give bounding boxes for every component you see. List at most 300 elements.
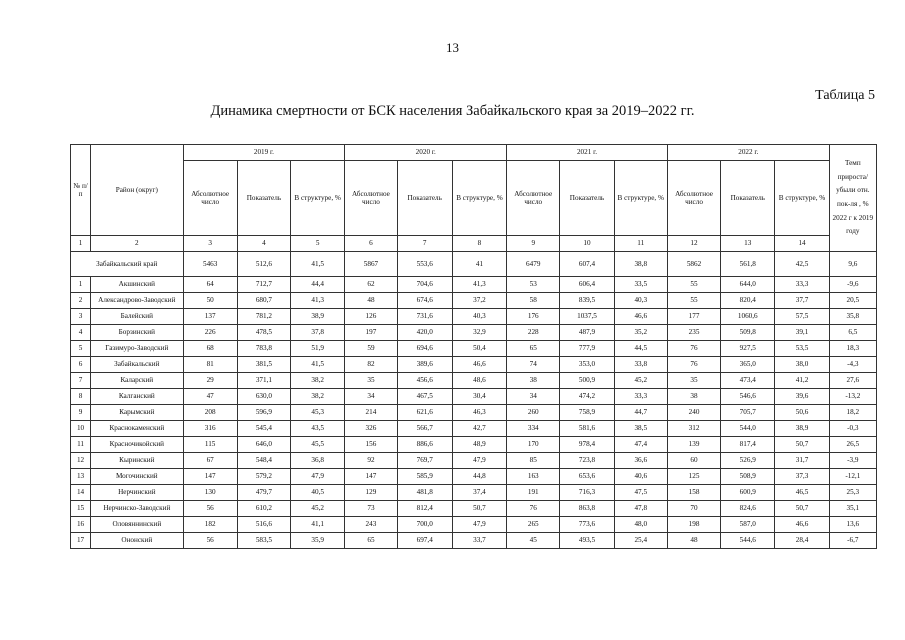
cell-value: 5862 bbox=[667, 252, 720, 277]
cell-value: 607,4 bbox=[560, 252, 614, 277]
header-trend: Темп прироста/ убыли отн. пок-ля , % 2022 г к 2019 году bbox=[829, 145, 876, 252]
cell-value: 512,6 bbox=[237, 252, 290, 277]
cell-value: 65 bbox=[345, 533, 397, 549]
cell-value: 863,8 bbox=[560, 501, 614, 517]
total-name: Забайкальский край bbox=[71, 252, 184, 277]
cell-value: 644,0 bbox=[721, 277, 775, 293]
cell-value: 812,4 bbox=[397, 501, 452, 517]
cell-value: 553,6 bbox=[397, 252, 452, 277]
cell-value: 33,7 bbox=[452, 533, 506, 549]
row-number: 11 bbox=[71, 437, 91, 453]
cell-value: 38,2 bbox=[291, 373, 345, 389]
cell-value: 33,5 bbox=[614, 277, 667, 293]
cell-value: 579,2 bbox=[237, 469, 290, 485]
cell-value: 82 bbox=[345, 357, 397, 373]
cell-value: 481,8 bbox=[397, 485, 452, 501]
cell-value: 25,4 bbox=[614, 533, 667, 549]
cell-value: 33,3 bbox=[775, 277, 829, 293]
row-number: 12 bbox=[71, 453, 91, 469]
cell-value: 712,7 bbox=[237, 277, 290, 293]
row-number: 3 bbox=[71, 309, 91, 325]
row-number: 8 bbox=[71, 389, 91, 405]
cell-value: 74 bbox=[507, 357, 560, 373]
cell-value: 38,0 bbox=[775, 357, 829, 373]
cell-value: 55 bbox=[667, 277, 720, 293]
cell-value: 41,1 bbox=[291, 517, 345, 533]
cell-value: 526,9 bbox=[721, 453, 775, 469]
cell-value: 38 bbox=[667, 389, 720, 405]
col-number: 13 bbox=[721, 236, 775, 252]
table-row bbox=[71, 341, 877, 357]
table-row bbox=[71, 501, 877, 517]
region-name: Борзинский bbox=[91, 325, 183, 341]
cell-value: 18,2 bbox=[829, 405, 876, 421]
cell-value: 606,4 bbox=[560, 277, 614, 293]
row-number: 7 bbox=[71, 373, 91, 389]
cell-value: 39,1 bbox=[775, 325, 829, 341]
col-number: 12 bbox=[667, 236, 720, 252]
cell-value: 5867 bbox=[345, 252, 397, 277]
cell-value: 177 bbox=[667, 309, 720, 325]
row-number: 17 bbox=[71, 533, 91, 549]
cell-value: 46,6 bbox=[452, 357, 506, 373]
region-name: Александрово-Заводский bbox=[91, 293, 183, 309]
row-number: 10 bbox=[71, 421, 91, 437]
cell-value: 176 bbox=[507, 309, 560, 325]
cell-value: 50,7 bbox=[775, 501, 829, 517]
table-row bbox=[71, 437, 877, 453]
cell-value: 137 bbox=[183, 309, 237, 325]
cell-value: 781,2 bbox=[237, 309, 290, 325]
cell-value: 76 bbox=[507, 501, 560, 517]
table-row bbox=[71, 517, 877, 533]
cell-value: 47 bbox=[183, 389, 237, 405]
cell-value: 76 bbox=[667, 341, 720, 357]
cell-value: 44,4 bbox=[291, 277, 345, 293]
cell-value: 544,0 bbox=[721, 421, 775, 437]
col-number: 11 bbox=[614, 236, 667, 252]
cell-value: 31,7 bbox=[775, 453, 829, 469]
cell-value: 680,7 bbox=[237, 293, 290, 309]
row-number: 4 bbox=[71, 325, 91, 341]
cell-value: 18,3 bbox=[829, 341, 876, 357]
cell-value: 130 bbox=[183, 485, 237, 501]
cell-value: 36,6 bbox=[614, 453, 667, 469]
cell-value: 50 bbox=[183, 293, 237, 309]
cell-value: 260 bbox=[507, 405, 560, 421]
cell-value: 927,5 bbox=[721, 341, 775, 357]
cell-value: 46,6 bbox=[775, 517, 829, 533]
row-number: 13 bbox=[71, 469, 91, 485]
header-struct: В структуре, % bbox=[775, 161, 829, 236]
cell-value: 600,9 bbox=[721, 485, 775, 501]
cell-value: 6,5 bbox=[829, 325, 876, 341]
cell-value: 610,2 bbox=[237, 501, 290, 517]
cell-value: 28,4 bbox=[775, 533, 829, 549]
cell-value: 197 bbox=[345, 325, 397, 341]
cell-value: 653,6 bbox=[560, 469, 614, 485]
cell-value: 5463 bbox=[183, 252, 237, 277]
cell-value: 381,5 bbox=[237, 357, 290, 373]
cell-value: 783,8 bbox=[237, 341, 290, 357]
cell-value: 182 bbox=[183, 517, 237, 533]
region-name: Кыринский bbox=[91, 453, 183, 469]
cell-value: 57,5 bbox=[775, 309, 829, 325]
table-row bbox=[71, 405, 877, 421]
cell-value: 47,9 bbox=[291, 469, 345, 485]
cell-value: 37,8 bbox=[291, 325, 345, 341]
cell-value: 479,7 bbox=[237, 485, 290, 501]
cell-value: 37,7 bbox=[775, 293, 829, 309]
cell-value: 45,2 bbox=[291, 501, 345, 517]
header-year-2019: 2019 г. bbox=[183, 145, 345, 161]
table-row bbox=[71, 309, 877, 325]
cell-value: 45 bbox=[507, 533, 560, 549]
cell-value: 630,0 bbox=[237, 389, 290, 405]
cell-value: 334 bbox=[507, 421, 560, 437]
cell-value: 41,5 bbox=[291, 252, 345, 277]
cell-value: 62 bbox=[345, 277, 397, 293]
cell-value: 47,9 bbox=[452, 517, 506, 533]
cell-value: 265 bbox=[507, 517, 560, 533]
cell-value: 544,6 bbox=[721, 533, 775, 549]
cell-value: 9,6 bbox=[829, 252, 876, 277]
cell-value: 92 bbox=[345, 453, 397, 469]
cell-value: -0,3 bbox=[829, 421, 876, 437]
cell-value: 37,3 bbox=[775, 469, 829, 485]
cell-value: 48,0 bbox=[614, 517, 667, 533]
cell-value: 731,6 bbox=[397, 309, 452, 325]
header-abs: Абсолютное число bbox=[345, 161, 397, 236]
header-rate: Показатель bbox=[237, 161, 290, 236]
cell-value: 365,0 bbox=[721, 357, 775, 373]
cell-value: 25,3 bbox=[829, 485, 876, 501]
col-number: 3 bbox=[183, 236, 237, 252]
cell-value: 47,5 bbox=[614, 485, 667, 501]
cell-value: 40,3 bbox=[452, 309, 506, 325]
col-number: 10 bbox=[560, 236, 614, 252]
cell-value: 38,9 bbox=[291, 309, 345, 325]
cell-value: 129 bbox=[345, 485, 397, 501]
cell-value: 38,9 bbox=[775, 421, 829, 437]
cell-value: -12,1 bbox=[829, 469, 876, 485]
cell-value: 76 bbox=[667, 357, 720, 373]
cell-value: 235 bbox=[667, 325, 720, 341]
cell-value: 545,4 bbox=[237, 421, 290, 437]
cell-value: 1060,6 bbox=[721, 309, 775, 325]
cell-value: 1037,5 bbox=[560, 309, 614, 325]
header-rate: Показатель bbox=[397, 161, 452, 236]
cell-value: 45,2 bbox=[614, 373, 667, 389]
col-number: 5 bbox=[291, 236, 345, 252]
cell-value: 243 bbox=[345, 517, 397, 533]
cell-value: 47,4 bbox=[614, 437, 667, 453]
cell-value: -3,9 bbox=[829, 453, 876, 469]
col-number: 14 bbox=[775, 236, 829, 252]
row-number: 9 bbox=[71, 405, 91, 421]
page-number: 13 bbox=[446, 40, 459, 55]
cell-value: 38,2 bbox=[291, 389, 345, 405]
cell-value: 198 bbox=[667, 517, 720, 533]
cell-value: 697,4 bbox=[397, 533, 452, 549]
cell-value: 326 bbox=[345, 421, 397, 437]
cell-value: 158 bbox=[667, 485, 720, 501]
cell-value: 81 bbox=[183, 357, 237, 373]
cell-value: 35,2 bbox=[614, 325, 667, 341]
cell-value: 777,9 bbox=[560, 341, 614, 357]
cell-value: 508,9 bbox=[721, 469, 775, 485]
cell-value: 694,6 bbox=[397, 341, 452, 357]
cell-value: 467,5 bbox=[397, 389, 452, 405]
cell-value: 41 bbox=[452, 252, 506, 277]
cell-value: 208 bbox=[183, 405, 237, 421]
cell-value: 170 bbox=[507, 437, 560, 453]
cell-value: 700,0 bbox=[397, 517, 452, 533]
cell-value: 46,3 bbox=[452, 405, 506, 421]
cell-value: 389,6 bbox=[397, 357, 452, 373]
row-number: 5 bbox=[71, 341, 91, 357]
cell-value: -13,2 bbox=[829, 389, 876, 405]
cell-value: 29 bbox=[183, 373, 237, 389]
cell-value: 48 bbox=[345, 293, 397, 309]
cell-value: 581,6 bbox=[560, 421, 614, 437]
cell-value: 115 bbox=[183, 437, 237, 453]
cell-value: 40,3 bbox=[614, 293, 667, 309]
cell-value: 55 bbox=[667, 293, 720, 309]
cell-value: 473,4 bbox=[721, 373, 775, 389]
row-number: 16 bbox=[71, 517, 91, 533]
cell-value: 50,7 bbox=[452, 501, 506, 517]
region-name: Красночикойский bbox=[91, 437, 183, 453]
cell-value: 38,5 bbox=[614, 421, 667, 437]
table-row bbox=[71, 325, 877, 341]
cell-value: 51,9 bbox=[291, 341, 345, 357]
header-year-2022: 2022 г. bbox=[667, 145, 829, 161]
cell-value: 587,0 bbox=[721, 517, 775, 533]
cell-value: 773,6 bbox=[560, 517, 614, 533]
col-number: 6 bbox=[345, 236, 397, 252]
table-row bbox=[71, 469, 877, 485]
region-name: Балейский bbox=[91, 309, 183, 325]
cell-value: 316 bbox=[183, 421, 237, 437]
header-year-2020: 2020 г. bbox=[345, 145, 507, 161]
row-number: 14 bbox=[71, 485, 91, 501]
cell-value: 548,4 bbox=[237, 453, 290, 469]
cell-value: -6,7 bbox=[829, 533, 876, 549]
cell-value: 126 bbox=[345, 309, 397, 325]
cell-value: 36,8 bbox=[291, 453, 345, 469]
cell-value: 44,7 bbox=[614, 405, 667, 421]
cell-value: 67 bbox=[183, 453, 237, 469]
cell-value: 583,5 bbox=[237, 533, 290, 549]
cell-value: 705,7 bbox=[721, 405, 775, 421]
region-name: Калганский bbox=[91, 389, 183, 405]
cell-value: 228 bbox=[507, 325, 560, 341]
cell-value: 30,4 bbox=[452, 389, 506, 405]
cell-value: 45,5 bbox=[291, 437, 345, 453]
cell-value: 38 bbox=[507, 373, 560, 389]
cell-value: 60 bbox=[667, 453, 720, 469]
cell-value: 500,9 bbox=[560, 373, 614, 389]
cell-value: 34 bbox=[507, 389, 560, 405]
cell-value: 41,5 bbox=[291, 357, 345, 373]
cell-value: 621,6 bbox=[397, 405, 452, 421]
col-number: 4 bbox=[237, 236, 290, 252]
table-row bbox=[71, 357, 877, 373]
table-row bbox=[71, 389, 877, 405]
cell-value: 566,7 bbox=[397, 421, 452, 437]
region-name: Могочинский bbox=[91, 469, 183, 485]
table-row bbox=[71, 277, 877, 293]
region-name: Краснокаменский bbox=[91, 421, 183, 437]
cell-value: 886,6 bbox=[397, 437, 452, 453]
region-name: Газимуро-Заводский bbox=[91, 341, 183, 357]
cell-value: 312 bbox=[667, 421, 720, 437]
cell-value: 758,9 bbox=[560, 405, 614, 421]
cell-value: 58 bbox=[507, 293, 560, 309]
header-struct: В структуре, % bbox=[614, 161, 667, 236]
header-rate: Показатель bbox=[560, 161, 614, 236]
cell-value: 456,6 bbox=[397, 373, 452, 389]
cell-value: 20,5 bbox=[829, 293, 876, 309]
cell-value: 35,1 bbox=[829, 501, 876, 517]
cell-value: -9,6 bbox=[829, 277, 876, 293]
header-abs: Абсолютное число bbox=[507, 161, 560, 236]
table-row bbox=[71, 453, 877, 469]
cell-value: 509,8 bbox=[721, 325, 775, 341]
table-row bbox=[71, 373, 877, 389]
cell-value: -4,3 bbox=[829, 357, 876, 373]
cell-value: 420,0 bbox=[397, 325, 452, 341]
cell-value: 35 bbox=[345, 373, 397, 389]
cell-value: 53 bbox=[507, 277, 560, 293]
cell-value: 37,2 bbox=[452, 293, 506, 309]
cell-value: 48,9 bbox=[452, 437, 506, 453]
cell-value: 42,5 bbox=[775, 252, 829, 277]
cell-value: 6479 bbox=[507, 252, 560, 277]
col-number: 8 bbox=[452, 236, 506, 252]
cell-value: 37,4 bbox=[452, 485, 506, 501]
cell-value: 26,5 bbox=[829, 437, 876, 453]
region-name: Нерчинско-Заводский bbox=[91, 501, 183, 517]
cell-value: 13,6 bbox=[829, 517, 876, 533]
cell-value: 41,3 bbox=[452, 277, 506, 293]
cell-value: 487,9 bbox=[560, 325, 614, 341]
cell-value: 32,9 bbox=[452, 325, 506, 341]
cell-value: 704,6 bbox=[397, 277, 452, 293]
cell-value: 978,4 bbox=[560, 437, 614, 453]
cell-value: 824,6 bbox=[721, 501, 775, 517]
cell-value: 46,6 bbox=[614, 309, 667, 325]
cell-value: 47,8 bbox=[614, 501, 667, 517]
header-struct: В структуре, % bbox=[452, 161, 506, 236]
cell-value: 596,9 bbox=[237, 405, 290, 421]
region-name: Каларский bbox=[91, 373, 183, 389]
cell-value: 48 bbox=[667, 533, 720, 549]
row-number: 1 bbox=[71, 277, 91, 293]
cell-value: 50,7 bbox=[775, 437, 829, 453]
cell-value: 820,4 bbox=[721, 293, 775, 309]
cell-value: 68 bbox=[183, 341, 237, 357]
cell-value: 163 bbox=[507, 469, 560, 485]
cell-value: 35 bbox=[667, 373, 720, 389]
table-row bbox=[71, 485, 877, 501]
cell-value: 125 bbox=[667, 469, 720, 485]
cell-value: 353,0 bbox=[560, 357, 614, 373]
table-label: Таблица 5 bbox=[815, 88, 875, 103]
cell-value: 493,5 bbox=[560, 533, 614, 549]
region-name: Акшинский bbox=[91, 277, 183, 293]
cell-value: 50,6 bbox=[775, 405, 829, 421]
cell-value: 48,6 bbox=[452, 373, 506, 389]
cell-value: 769,7 bbox=[397, 453, 452, 469]
cell-value: 27,6 bbox=[829, 373, 876, 389]
cell-value: 478,5 bbox=[237, 325, 290, 341]
cell-value: 44,5 bbox=[614, 341, 667, 357]
cell-value: 240 bbox=[667, 405, 720, 421]
cell-value: 561,8 bbox=[721, 252, 775, 277]
cell-value: 40,5 bbox=[291, 485, 345, 501]
cell-value: 516,6 bbox=[237, 517, 290, 533]
cell-value: 35,9 bbox=[291, 533, 345, 549]
cell-value: 839,5 bbox=[560, 293, 614, 309]
header-abs: Абсолютное число bbox=[183, 161, 237, 236]
cell-value: 139 bbox=[667, 437, 720, 453]
cell-value: 33,3 bbox=[614, 389, 667, 405]
cell-value: 33,8 bbox=[614, 357, 667, 373]
row-number: 2 bbox=[71, 293, 91, 309]
cell-value: 38,8 bbox=[614, 252, 667, 277]
cell-value: 44,8 bbox=[452, 469, 506, 485]
region-name: Оловяннинский bbox=[91, 517, 183, 533]
region-name: Нерчинский bbox=[91, 485, 183, 501]
cell-value: 59 bbox=[345, 341, 397, 357]
cell-value: 191 bbox=[507, 485, 560, 501]
cell-value: 41,2 bbox=[775, 373, 829, 389]
region-name: Ононский bbox=[91, 533, 183, 549]
header-region: Район (округ) bbox=[91, 145, 183, 236]
header-struct: В структуре, % bbox=[291, 161, 345, 236]
cell-value: 56 bbox=[183, 533, 237, 549]
cell-value: 723,8 bbox=[560, 453, 614, 469]
cell-value: 585,9 bbox=[397, 469, 452, 485]
cell-value: 43,5 bbox=[291, 421, 345, 437]
cell-value: 85 bbox=[507, 453, 560, 469]
mortality-table bbox=[70, 144, 877, 549]
header-abs: Абсолютное число bbox=[667, 161, 720, 236]
cell-value: 47,9 bbox=[452, 453, 506, 469]
cell-value: 646,0 bbox=[237, 437, 290, 453]
col-number: 1 bbox=[71, 236, 91, 252]
cell-value: 39,6 bbox=[775, 389, 829, 405]
cell-value: 53,5 bbox=[775, 341, 829, 357]
cell-value: 371,1 bbox=[237, 373, 290, 389]
header-rate: Показатель bbox=[721, 161, 775, 236]
cell-value: 65 bbox=[507, 341, 560, 357]
cell-value: 226 bbox=[183, 325, 237, 341]
cell-value: 70 bbox=[667, 501, 720, 517]
table-title: Динамика смертности от БСК населения Забайкальского края за 2019–2022 гг. bbox=[210, 103, 695, 119]
row-number: 6 bbox=[71, 357, 91, 373]
header-num: № п/п bbox=[71, 145, 91, 236]
cell-value: 45,3 bbox=[291, 405, 345, 421]
cell-value: 73 bbox=[345, 501, 397, 517]
cell-value: 214 bbox=[345, 405, 397, 421]
table-row bbox=[71, 533, 877, 549]
cell-value: 50,4 bbox=[452, 341, 506, 357]
cell-value: 147 bbox=[345, 469, 397, 485]
table-row bbox=[71, 421, 877, 437]
